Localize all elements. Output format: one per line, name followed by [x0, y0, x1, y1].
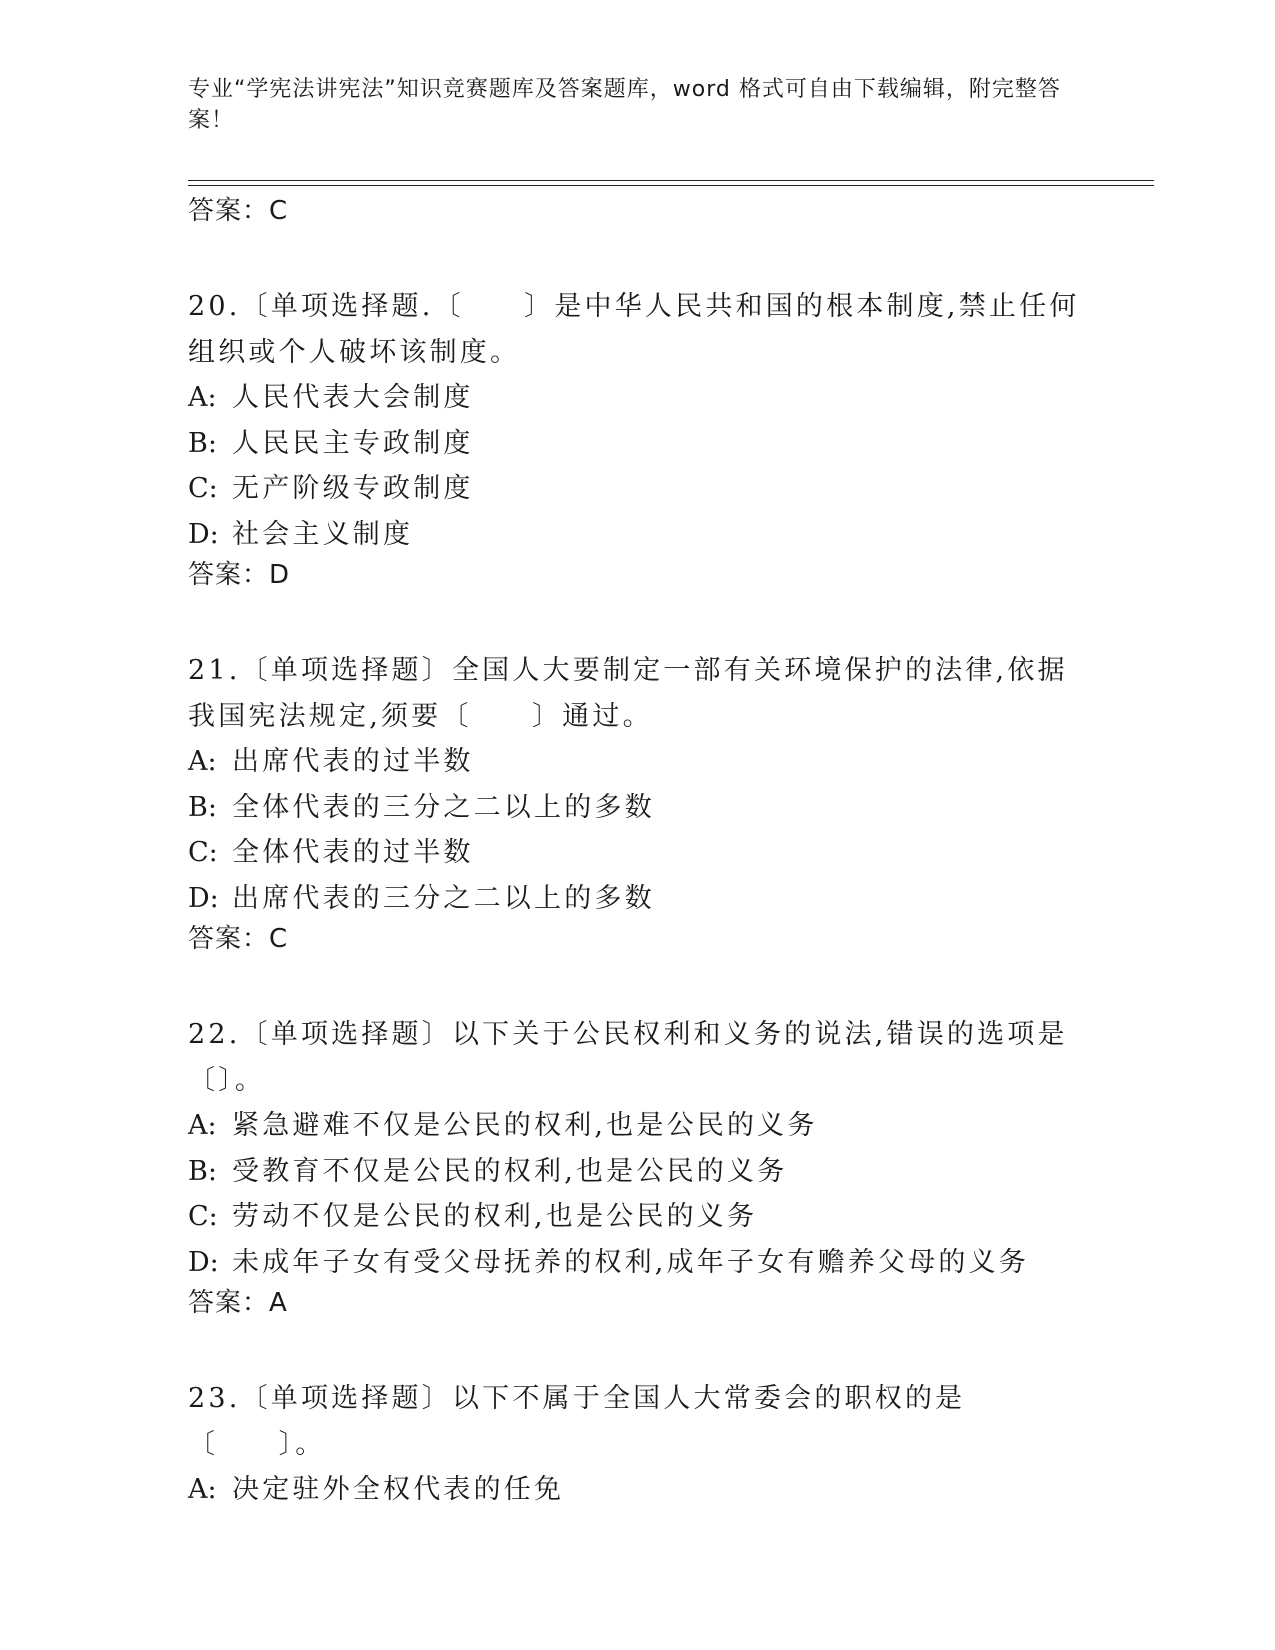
option-c: [188, 1194, 1088, 1240]
answer-line: 答案：C: [188, 196, 289, 226]
option-a: [188, 739, 1088, 785]
option-letter: C:: [188, 473, 218, 504]
option-letter: A:: [188, 382, 217, 413]
option-letter: A:: [188, 746, 217, 777]
option-text: 无产阶级专政制度: [232, 473, 474, 504]
option-text: 全体代表的过半数: [232, 837, 474, 868]
option-letter: C:: [188, 1201, 218, 1232]
option-text: 社会主义制度: [232, 518, 414, 550]
answer-line: 答案：C: [188, 924, 289, 954]
question-stem: 22.〔单项选择题〕以下关于公民权利和义务的说法,错误的选项是〔〕。: [188, 1019, 1068, 1096]
option-letter: D:: [188, 882, 219, 914]
option-text: 人民代表大会制度: [232, 382, 474, 413]
question-stem: 23.〔单项选择题〕以下不属于全国人大常委会的职权的是〔 〕。: [188, 1383, 966, 1460]
option-text: 人民民主专政制度: [232, 427, 474, 459]
option-a: [188, 1103, 1088, 1149]
option-letter: D:: [188, 1246, 219, 1278]
option-text: 出席代表的三分之二以上的多数: [232, 882, 655, 914]
question-21: [188, 648, 1088, 957]
spacer: [188, 593, 1088, 648]
option-a: [188, 375, 1088, 421]
header-text: 专业“学宪法讲宪法”知识竞赛题库及答案题库，word 格式可自由下载编辑，附完整答案！: [188, 77, 1061, 133]
option-text: 决定驻外全权代表的任免: [232, 1474, 565, 1505]
option-text: 出席代表的过半数: [232, 746, 474, 777]
option-b: [188, 421, 1088, 467]
header-divider-top: [188, 180, 1154, 181]
option-text: 劳动不仅是公民的权利,也是公民的义务: [232, 1201, 758, 1232]
question-23: [188, 1376, 1088, 1513]
option-text: 受教育不仅是公民的权利,也是公民的义务: [232, 1155, 788, 1187]
option-d: [188, 876, 1088, 922]
option-d: [188, 1240, 1088, 1286]
question-stem: 21.〔单项选择题〕全国人大要制定一部有关环境保护的法律,依据我国宪法规定,须要〔 〕通过。: [188, 655, 1068, 732]
answer-line: 答案：A: [188, 1288, 288, 1318]
spacer: [188, 229, 1088, 284]
spacer: [188, 957, 1088, 1012]
option-text: 全体代表的三分之二以上的多数: [232, 791, 655, 823]
option-letter: C:: [188, 837, 218, 868]
option-c: [188, 830, 1088, 876]
option-letter: B:: [188, 427, 217, 459]
option-letter: B:: [188, 1155, 217, 1187]
option-letter: A:: [188, 1474, 217, 1505]
option-d: [188, 512, 1088, 558]
option-b: [188, 785, 1088, 831]
option-letter: A:: [188, 1110, 217, 1141]
question-stem: 20.〔单项选择题.〔 〕是中华人民共和国的根本制度,禁止任何组织或个人破坏该制度。: [188, 291, 1080, 368]
document-header: [188, 74, 1088, 136]
document-body: [188, 193, 1088, 1513]
answer-line: 答案：D: [188, 560, 291, 590]
header-divider-bottom: [188, 185, 1154, 186]
option-text: 未成年子女有受父母抚养的权利,成年子女有赡养父母的义务: [232, 1246, 1029, 1278]
spacer: [188, 1321, 1088, 1376]
question-22: [188, 1012, 1088, 1321]
question-20: [188, 284, 1088, 593]
option-b: [188, 1149, 1088, 1195]
option-letter: D:: [188, 518, 219, 550]
option-text: 紧急避难不仅是公民的权利,也是公民的义务: [232, 1110, 818, 1141]
option-a: [188, 1467, 1088, 1513]
option-c: [188, 466, 1088, 512]
option-letter: B:: [188, 791, 217, 823]
